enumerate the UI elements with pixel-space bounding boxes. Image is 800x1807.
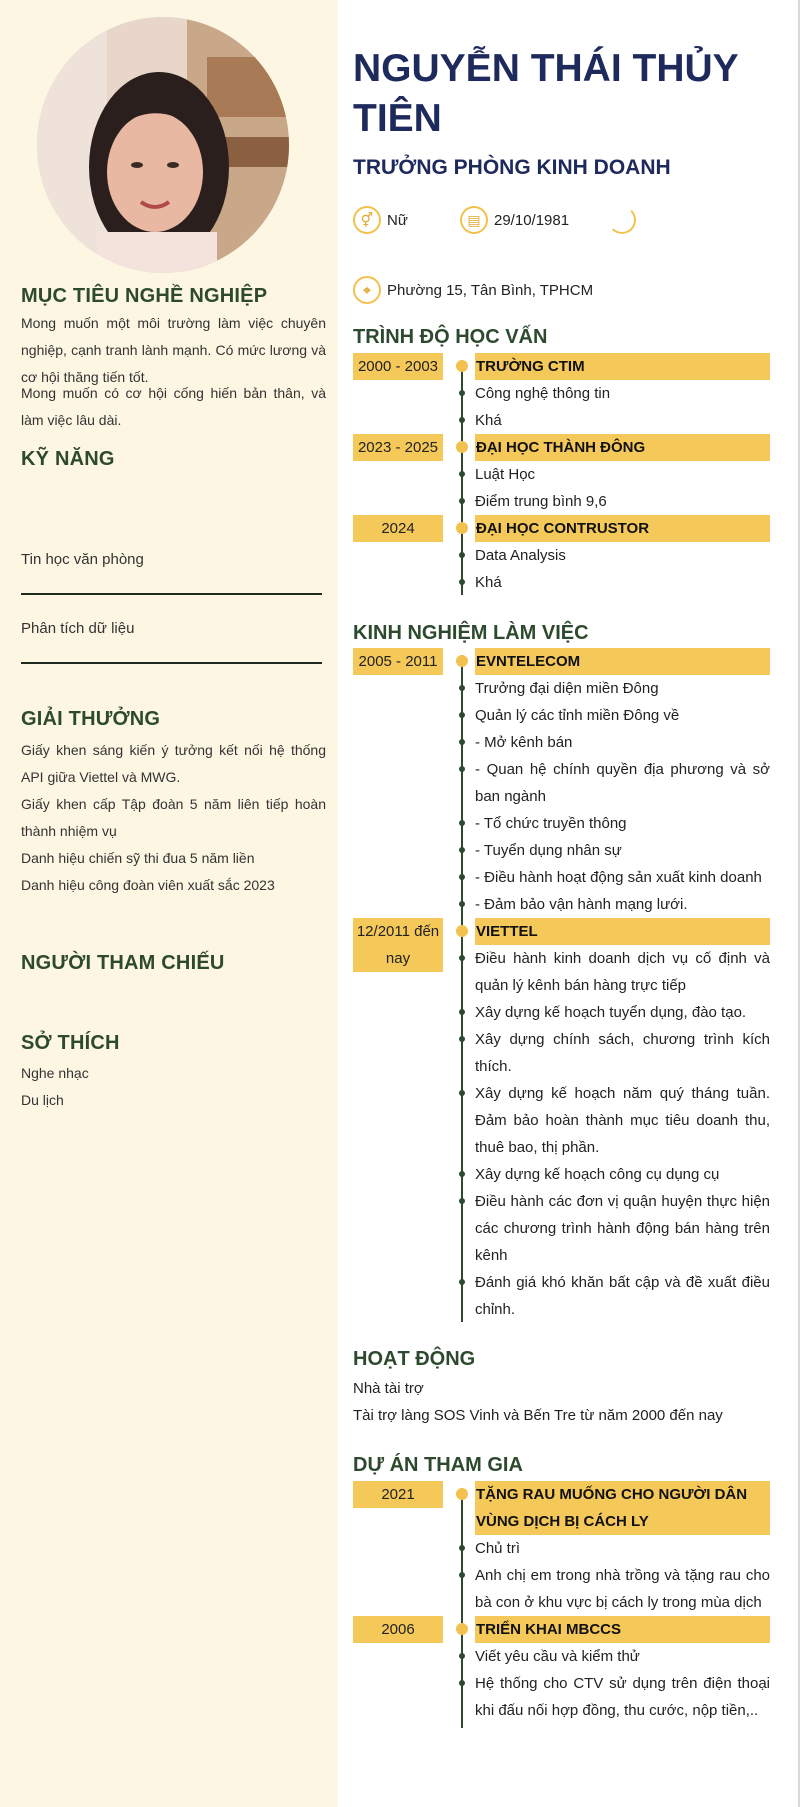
timeline-dot bbox=[459, 685, 465, 691]
timeline-dot bbox=[459, 766, 465, 772]
education-school: TRƯỜNG CTIM bbox=[475, 353, 770, 380]
timeline-dot bbox=[459, 955, 465, 961]
profile-photo bbox=[37, 17, 289, 273]
timeline-dot bbox=[459, 1279, 465, 1285]
objective-title: MỤC TIÊU NGHỀ NGHIỆP bbox=[21, 285, 268, 307]
experience-detail: - Tuyển dụng nhân sự bbox=[475, 842, 622, 859]
activities-title: HOẠT ĐỘNG bbox=[353, 1348, 476, 1370]
experience-detail: - Mở kênh bán bbox=[475, 734, 573, 751]
timeline-dot bbox=[459, 498, 465, 504]
birthday-info bbox=[460, 206, 569, 234]
timeline-dot bbox=[459, 1198, 465, 1204]
timeline-dot bbox=[456, 1623, 468, 1635]
timeline-dot bbox=[459, 820, 465, 826]
timeline-dot bbox=[459, 471, 465, 477]
experience-detail: - Quan hệ chính quyền địa phương và sở ban ngành bbox=[475, 761, 770, 805]
experience-detail: Quản lý các tỉnh miền Đông về bbox=[475, 707, 680, 724]
award-item: Giấy khen cấp Tập đoàn 5 năm liên tiếp hoàn thành nhiệm vụ bbox=[21, 796, 326, 839]
experience-detail: Đánh giá khó khăn bất cập và đề xuất điều chỉnh. bbox=[475, 1274, 770, 1318]
project-date: 2006 bbox=[353, 1616, 443, 1643]
experience-company: VIETTEL bbox=[475, 918, 770, 945]
timeline-dot bbox=[459, 1545, 465, 1551]
timeline-dot bbox=[456, 441, 468, 453]
location-icon: ⌖ bbox=[353, 276, 381, 304]
experience-detail: Trưởng đại diện miền Đông bbox=[475, 680, 659, 697]
award-item: Danh hiệu công đoàn viên xuất sắc 2023 bbox=[21, 877, 275, 893]
activity-role: Nhà tài trợ bbox=[353, 1380, 424, 1397]
objective-paragraph-1: Mong muốn một môi trường làm việc chuyên nghiệp, cạnh tranh lành mạnh. Có mức lương và cơ hội thăng tiến tốt. bbox=[21, 315, 326, 385]
candidate-name: NGUYỄN THÁI THỦY TIÊN bbox=[353, 47, 738, 140]
award-item: Danh hiệu chiến sỹ thi đua 5 năm liền bbox=[21, 850, 255, 866]
timeline-dot bbox=[456, 655, 468, 667]
experience-detail: - Đảm bảo vận hành mạng lưới. bbox=[475, 896, 688, 913]
timeline-dot bbox=[459, 1653, 465, 1659]
awards-title: GIẢI THƯỞNG bbox=[21, 708, 161, 730]
timeline-dot bbox=[459, 1009, 465, 1015]
hobbies-title: SỞ THÍCH bbox=[21, 1032, 120, 1054]
skill-level-bar bbox=[21, 593, 322, 595]
timeline-dot bbox=[459, 1680, 465, 1686]
education-title: TRÌNH ĐỘ HỌC VẤN bbox=[353, 326, 548, 348]
gender-info bbox=[353, 206, 408, 234]
experience-date: 2005 - 2011 bbox=[353, 648, 443, 675]
experience-company: EVNTELECOM bbox=[475, 648, 770, 675]
gender-value: Nữ bbox=[387, 211, 408, 229]
education-school: ĐẠI HỌC THÀNH ĐÔNG bbox=[475, 434, 770, 461]
projects-timeline bbox=[461, 1488, 463, 1728]
experience-detail: Xây dựng kế hoạch công cụ dụng cụ bbox=[475, 1166, 720, 1183]
job-title: TRƯỞNG PHÒNG KINH DOANH bbox=[353, 156, 671, 179]
project-name: TRIỂN KHAI MBCCS bbox=[475, 1616, 770, 1643]
experience-timeline bbox=[461, 655, 463, 1322]
portrait-image bbox=[37, 17, 289, 273]
activity-detail: Tài trợ làng SOS Vinh và Bến Tre từ năm 2000 đến nay bbox=[353, 1407, 723, 1424]
address-info bbox=[353, 276, 593, 304]
experience-date: 12/2011 đến nay bbox=[353, 918, 443, 972]
skills-title: KỸ NĂNG bbox=[21, 448, 115, 470]
experience-detail: - Tổ chức truyền thông bbox=[475, 815, 627, 832]
project-detail: Hệ thống cho CTV sử dụng trên điện thoại khi đấu nối hợp đồng, thu cước, nộp tiền,.. bbox=[475, 1675, 770, 1719]
education-detail: Khá bbox=[475, 412, 502, 429]
skill-level-bar bbox=[21, 662, 322, 664]
skill-name: Tin học văn phòng bbox=[21, 551, 144, 568]
project-detail: Anh chị em trong nhà trồng và tặng rau cho bà con ở khu vực bị cách ly trong mùa dịch bbox=[475, 1567, 770, 1611]
projects-title: DỰ ÁN THAM GIA bbox=[353, 1454, 523, 1476]
project-name: TẶNG RAU MUỐNG CHO NGƯỜI DÂN VÙNG DỊCH BỊ CÁCH LY bbox=[475, 1481, 770, 1535]
timeline-dot bbox=[456, 1488, 468, 1500]
education-detail: Điểm trung bình 9,6 bbox=[475, 493, 607, 510]
timeline-dot bbox=[459, 739, 465, 745]
project-detail: Chủ trì bbox=[475, 1540, 521, 1557]
timeline-dot bbox=[459, 874, 465, 880]
calendar-icon: ▤ bbox=[460, 206, 488, 234]
education-detail: Data Analysis bbox=[475, 547, 566, 564]
references-title: NGƯỜI THAM CHIẾU bbox=[21, 952, 225, 974]
timeline-dot bbox=[459, 390, 465, 396]
birthday-value: 29/10/1981 bbox=[494, 211, 570, 229]
skill-name: Phân tích dữ liệu bbox=[21, 620, 135, 637]
education-date: 2024 bbox=[353, 515, 443, 542]
hobby-item: Du lịch bbox=[21, 1092, 64, 1108]
timeline-dot bbox=[459, 712, 465, 718]
gender-icon: ⚥ bbox=[353, 206, 381, 234]
experience-detail: Xây dựng kế hoạch tuyển dụng, đào tạo. bbox=[475, 1004, 747, 1021]
education-date: 2023 - 2025 bbox=[353, 434, 443, 461]
timeline-dot bbox=[459, 901, 465, 907]
timeline-dot bbox=[459, 579, 465, 585]
education-detail: Công nghệ thông tin bbox=[475, 385, 611, 402]
experience-detail: Điều hành các đơn vị quận huyện thực hiện các chương trình hành động bán hàng trên kênh bbox=[475, 1193, 770, 1264]
timeline-dot bbox=[459, 417, 465, 423]
loading-spinner-icon bbox=[608, 206, 636, 234]
experience-detail: Điều hành kinh doanh dịch vụ cố định và quản lý kênh bán hàng trực tiếp bbox=[475, 950, 770, 994]
education-detail: Luật Học bbox=[475, 466, 536, 483]
timeline-dot bbox=[456, 360, 468, 372]
timeline-dot bbox=[459, 1036, 465, 1042]
timeline-dot bbox=[459, 1090, 465, 1096]
timeline-dot bbox=[459, 847, 465, 853]
address-value: Phường 15, Tân Bình, TPHCM bbox=[387, 281, 594, 299]
hobby-item: Nghe nhạc bbox=[21, 1065, 89, 1081]
education-detail: Khá bbox=[475, 574, 502, 591]
timeline-dot bbox=[459, 1171, 465, 1177]
timeline-dot bbox=[459, 552, 465, 558]
award-item: Giấy khen sáng kiến ý tưởng kết nối hệ thống API giữa Viettel và MWG. bbox=[21, 742, 326, 785]
experience-detail: Xây dựng chính sách, chương trình kích thích. bbox=[475, 1031, 770, 1075]
education-date: 2000 - 2003 bbox=[353, 353, 443, 380]
timeline-dot bbox=[459, 1572, 465, 1578]
timeline-dot bbox=[456, 522, 468, 534]
objective-paragraph-2: Mong muốn có cơ hội cống hiến bản thân, và làm việc lâu dài. bbox=[21, 385, 326, 428]
project-detail: Viết yêu cầu và kiểm thử bbox=[475, 1648, 640, 1665]
experience-detail: Xây dựng kế hoạch năm quý tháng tuần. Đảm bảo hoàn thành mục tiêu doanh thu, thuê bao, thị phần. bbox=[475, 1085, 770, 1156]
experience-detail: - Điều hành hoạt động sản xuất kinh doanh bbox=[475, 869, 762, 886]
timeline-dot bbox=[456, 925, 468, 937]
project-date: 2021 bbox=[353, 1481, 443, 1508]
education-school: ĐẠI HỌC CONTRUSTOR bbox=[475, 515, 770, 542]
experience-title: KINH NGHIỆM LÀM VIỆC bbox=[353, 622, 589, 644]
